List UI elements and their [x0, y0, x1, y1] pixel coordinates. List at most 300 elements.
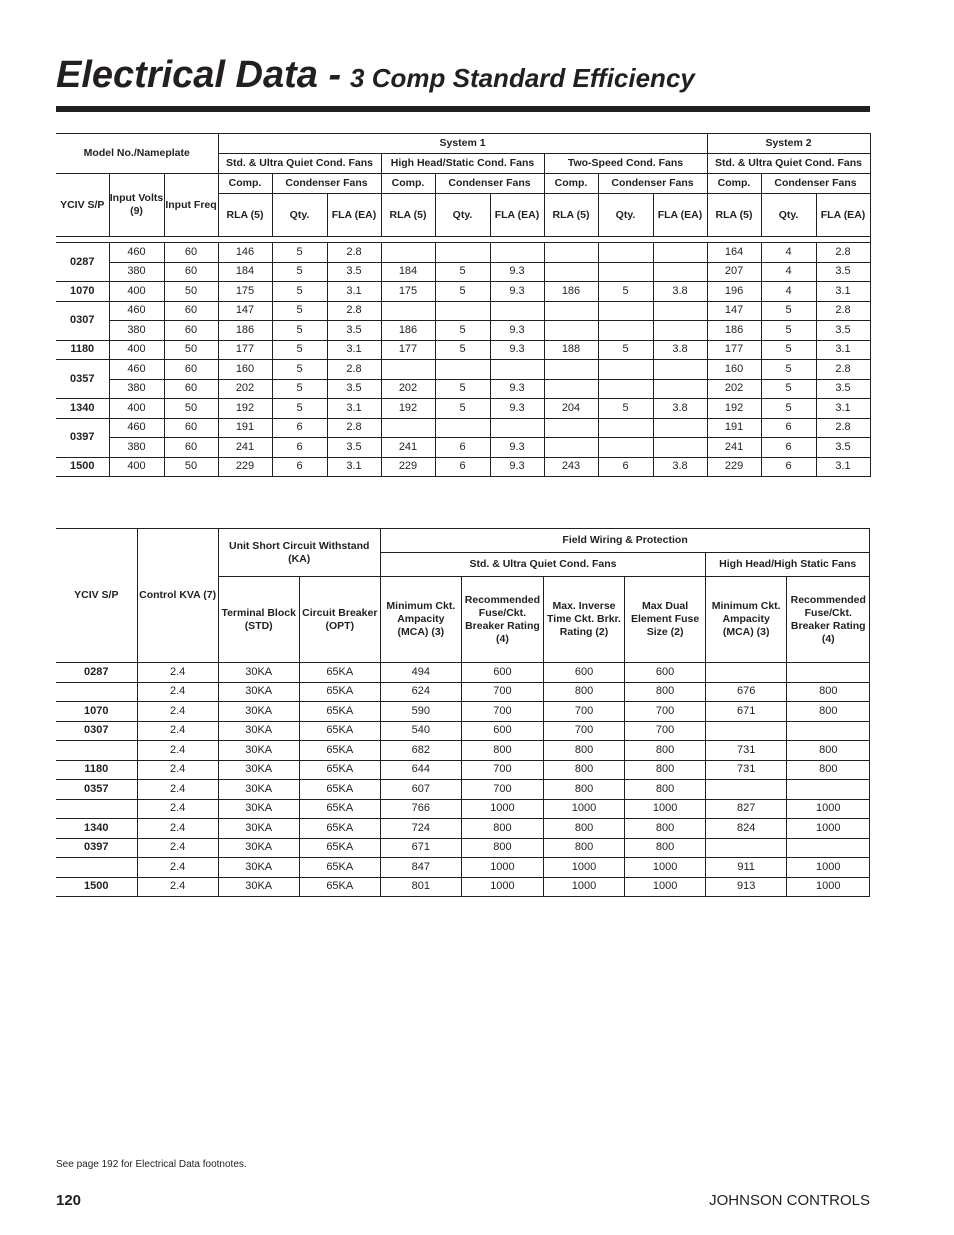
table-cell: 9.3	[490, 399, 544, 419]
header-cond-fans: Condenser Fans	[272, 174, 381, 194]
table-row	[56, 799, 954, 819]
header-rla: RLA (5)	[707, 194, 761, 237]
table-cell	[653, 262, 707, 282]
table-cell: 2.4	[137, 838, 218, 858]
table-cell: 65KA	[299, 663, 380, 683]
table-cell	[706, 721, 787, 741]
table-cell: 3.5	[816, 321, 870, 341]
table-cell: 911	[706, 858, 787, 878]
table-row	[56, 760, 954, 780]
table-cell: 6	[272, 457, 327, 477]
table-cell: 9.3	[490, 282, 544, 302]
page-number: 120	[56, 1192, 82, 1209]
table-cell: 4	[761, 282, 816, 302]
table-cell: 2.8	[327, 243, 381, 263]
title-sub: 3 Comp Standard Efficiency	[350, 63, 695, 93]
table-cell: 700	[461, 682, 543, 702]
table-cell: 2.8	[816, 243, 870, 263]
table-cell	[653, 301, 707, 321]
table-cell: 5	[435, 340, 490, 360]
header-std-ultra: Std. & Ultra Quiet Cond. Fans	[380, 553, 705, 577]
table-cell: 60	[164, 379, 218, 399]
table-cell: 5	[272, 321, 327, 341]
table-cell: 700	[461, 780, 543, 800]
table-cell	[544, 438, 598, 458]
table-cell: 3.1	[327, 399, 381, 419]
table-cell: 3.1	[816, 399, 870, 419]
table-cell	[598, 360, 653, 380]
table-cell: 2.8	[327, 301, 381, 321]
table-cell: 5	[272, 243, 327, 263]
table-cell: 30KA	[218, 858, 299, 878]
header-comp: Comp.	[381, 174, 435, 194]
table-cell: 800	[787, 760, 870, 780]
table-cell: 186	[707, 321, 761, 341]
footnote: See page 192 for Electrical Data footnotes.	[56, 1159, 247, 1170]
header-system1: System 1	[218, 134, 707, 154]
table-cell: 6	[435, 457, 490, 477]
table-cell: 1000	[787, 858, 870, 878]
table-cell: 676	[706, 682, 787, 702]
table-cell: 30KA	[218, 721, 299, 741]
table-cell: 800	[625, 819, 706, 839]
table-cell: 229	[707, 457, 761, 477]
table-row	[56, 780, 954, 800]
table-cell: 5	[272, 340, 327, 360]
table-row	[56, 741, 954, 761]
table-cell: 2.4	[137, 721, 218, 741]
table-cell: 5	[272, 301, 327, 321]
header-rec-fuse-hh: Recommended Fuse/Ckt. Breaker Rating (4)	[787, 577, 870, 663]
table-cell: 3.5	[327, 262, 381, 282]
table-cell	[653, 438, 707, 458]
table-cell	[544, 301, 598, 321]
table-cell: 243	[544, 457, 598, 477]
table-cell: 6	[272, 418, 327, 438]
table-cell: 5	[598, 340, 653, 360]
header-input-freq: Input Freq	[164, 174, 218, 237]
table-cell: 5	[435, 321, 490, 341]
table-cell: 2.8	[327, 360, 381, 380]
model-cell: 0287	[56, 663, 137, 683]
table-row	[56, 399, 954, 419]
table-cell: 9.3	[490, 262, 544, 282]
header-qty: Qty.	[272, 194, 327, 237]
model-cell	[56, 858, 137, 878]
table-cell: 192	[381, 399, 435, 419]
table-cell: 186	[218, 321, 272, 341]
table-cell: 671	[706, 702, 787, 722]
header-high-head: High Head/High Static Fans	[706, 553, 870, 577]
table-cell: 229	[381, 457, 435, 477]
table-cell: 202	[707, 379, 761, 399]
header-fla: FLA (EA)	[816, 194, 870, 237]
table-cell	[787, 663, 870, 683]
table-cell: 2.4	[137, 682, 218, 702]
table-cell: 1000	[543, 799, 624, 819]
table-cell	[490, 418, 544, 438]
model-cell: 1180	[56, 760, 137, 780]
table-cell: 1000	[787, 799, 870, 819]
table-cell: 800	[543, 741, 624, 761]
table-cell: 460	[109, 301, 164, 321]
table-cell: 2.4	[137, 741, 218, 761]
table-cell: 1000	[625, 877, 706, 897]
table-cell: 590	[380, 702, 461, 722]
table-cell: 800	[543, 819, 624, 839]
table-cell: 2.4	[137, 819, 218, 839]
table-cell: 1000	[625, 858, 706, 878]
field-wiring-table	[56, 528, 954, 897]
table-cell: 3.5	[816, 438, 870, 458]
table-cell: 3.1	[816, 282, 870, 302]
table-cell: 60	[164, 438, 218, 458]
table-cell: 30KA	[218, 838, 299, 858]
table-cell: 2.4	[137, 858, 218, 878]
table-cell: 30KA	[218, 819, 299, 839]
table-cell	[544, 262, 598, 282]
table-cell: 3.5	[816, 262, 870, 282]
table-cell: 400	[109, 282, 164, 302]
model-cell	[56, 682, 137, 702]
header-min-ckt-hh: Minimum Ckt. Ampacity (MCA) (3)	[706, 577, 787, 663]
table-cell	[653, 418, 707, 438]
table-cell: 30KA	[218, 877, 299, 897]
table-cell: 5	[272, 262, 327, 282]
table-cell: 30KA	[218, 682, 299, 702]
table-cell: 164	[707, 243, 761, 263]
table-cell: 800	[625, 780, 706, 800]
table-cell: 186	[544, 282, 598, 302]
header-rla: RLA (5)	[218, 194, 272, 237]
table-cell	[544, 321, 598, 341]
table-cell: 50	[164, 340, 218, 360]
table-cell: 460	[109, 243, 164, 263]
table-row	[56, 243, 954, 263]
table-cell: 3.5	[327, 379, 381, 399]
table-cell: 2.8	[327, 418, 381, 438]
table-cell: 30KA	[218, 702, 299, 722]
table-cell: 65KA	[299, 858, 380, 878]
table-cell: 460	[109, 360, 164, 380]
table-cell: 724	[380, 819, 461, 839]
table-cell: 191	[707, 418, 761, 438]
table-cell: 5	[435, 282, 490, 302]
model-cell: 0287	[56, 243, 109, 282]
table-row	[56, 438, 954, 458]
table-cell: 65KA	[299, 702, 380, 722]
table-cell	[435, 418, 490, 438]
table-cell: 65KA	[299, 721, 380, 741]
table-cell: 682	[380, 741, 461, 761]
table-cell: 800	[461, 838, 543, 858]
table-cell: 380	[109, 438, 164, 458]
header-yciv: YCIV S/P	[56, 529, 137, 663]
table-cell: 2.4	[137, 780, 218, 800]
table-cell: 177	[707, 340, 761, 360]
header-input-volts: Input Volts (9)	[109, 174, 164, 237]
table-cell: 207	[707, 262, 761, 282]
table-cell	[706, 838, 787, 858]
header-unit-short-circuit: Unit Short Circuit Withstand (KA)	[218, 529, 380, 577]
table-cell: 5	[272, 282, 327, 302]
table-cell: 824	[706, 819, 787, 839]
table-cell: 800	[625, 741, 706, 761]
table-cell: 60	[164, 262, 218, 282]
table-cell: 6	[761, 438, 816, 458]
table-cell	[706, 780, 787, 800]
table-cell: 65KA	[299, 760, 380, 780]
header-rla: RLA (5)	[381, 194, 435, 237]
electrical-data-table	[56, 133, 954, 477]
table-cell: 700	[461, 760, 543, 780]
table-row	[56, 282, 954, 302]
table-cell: 2.8	[816, 360, 870, 380]
table-row	[56, 379, 954, 399]
table-cell: 1000	[787, 819, 870, 839]
table-row	[56, 301, 954, 321]
table-cell: 30KA	[218, 741, 299, 761]
header-yciv: YCIV S/P	[56, 174, 109, 237]
table-cell	[435, 301, 490, 321]
table-cell: 30KA	[218, 799, 299, 819]
table-cell: 202	[218, 379, 272, 399]
table-cell: 160	[707, 360, 761, 380]
company-name: JOHNSON CONTROLS	[709, 1192, 870, 1209]
model-cell	[56, 799, 137, 819]
table-cell: 50	[164, 282, 218, 302]
table-cell: 700	[543, 702, 624, 722]
table-cell	[381, 418, 435, 438]
table-cell: 4	[761, 243, 816, 263]
table-cell: 2.4	[137, 760, 218, 780]
table-cell: 204	[544, 399, 598, 419]
table-cell: 380	[109, 321, 164, 341]
model-cell: 1340	[56, 399, 109, 419]
table-cell	[544, 243, 598, 263]
model-cell: 1500	[56, 877, 137, 897]
table-cell	[787, 780, 870, 800]
table-cell: 3.8	[653, 457, 707, 477]
table-cell: 2.4	[137, 663, 218, 683]
page-title	[56, 54, 695, 97]
table-cell: 700	[461, 702, 543, 722]
table-row	[56, 262, 954, 282]
table-cell: 3.8	[653, 399, 707, 419]
table-cell: 60	[164, 418, 218, 438]
table-cell: 30KA	[218, 780, 299, 800]
table-cell: 847	[380, 858, 461, 878]
table-cell: 6	[598, 457, 653, 477]
header-high-head: High Head/Static Cond. Fans	[381, 154, 544, 174]
table-cell: 3.1	[816, 457, 870, 477]
table-cell: 913	[706, 877, 787, 897]
table-cell: 800	[787, 741, 870, 761]
table-cell: 731	[706, 741, 787, 761]
table-cell	[598, 262, 653, 282]
model-cell: 1070	[56, 282, 109, 302]
table-row	[56, 682, 954, 702]
header-two-speed: Two-Speed Cond. Fans	[544, 154, 707, 174]
table-cell: 800	[625, 838, 706, 858]
table-cell	[435, 360, 490, 380]
table-cell: 5	[598, 282, 653, 302]
table-cell: 6	[761, 457, 816, 477]
model-cell: 1070	[56, 702, 137, 722]
table-cell: 3.8	[653, 340, 707, 360]
header-qty: Qty.	[761, 194, 816, 237]
header-qty: Qty.	[598, 194, 653, 237]
table-cell: 400	[109, 340, 164, 360]
table-cell	[598, 301, 653, 321]
table-cell: 229	[218, 457, 272, 477]
table-cell: 540	[380, 721, 461, 741]
header-qty: Qty.	[435, 194, 490, 237]
table-cell: 5	[761, 340, 816, 360]
table-cell: 800	[787, 682, 870, 702]
table-cell: 700	[625, 721, 706, 741]
header-terminal-block: Terminal Block (STD)	[218, 577, 299, 663]
table-cell: 196	[707, 282, 761, 302]
header-max-inverse: Max. Inverse Time Ckt. Brkr. Rating (2)	[543, 577, 624, 663]
table-cell: 731	[706, 760, 787, 780]
header-field-wiring: Field Wiring & Protection	[380, 529, 870, 553]
table-cell: 2.4	[137, 702, 218, 722]
table-cell: 800	[461, 741, 543, 761]
table-cell: 600	[543, 663, 624, 683]
table-cell: 827	[706, 799, 787, 819]
table-cell: 60	[164, 243, 218, 263]
table-cell: 624	[380, 682, 461, 702]
table-cell: 2.8	[816, 301, 870, 321]
table-cell	[653, 243, 707, 263]
table-cell: 5	[435, 379, 490, 399]
model-cell: 0357	[56, 780, 137, 800]
header-circuit-breaker: Circuit Breaker (OPT)	[299, 577, 380, 663]
table-cell: 5	[435, 399, 490, 419]
header-cond-fans: Condenser Fans	[761, 174, 870, 194]
table-cell: 177	[381, 340, 435, 360]
table-cell: 3.5	[816, 379, 870, 399]
table-cell: 184	[218, 262, 272, 282]
header-cond-fans: Condenser Fans	[598, 174, 707, 194]
table-cell: 4	[761, 262, 816, 282]
header-control-kva: Control KVA (7)	[137, 529, 218, 663]
table-cell: 5	[272, 379, 327, 399]
table-cell: 700	[625, 702, 706, 722]
table-cell: 65KA	[299, 682, 380, 702]
table-cell: 5	[761, 360, 816, 380]
table-cell: 1000	[461, 877, 543, 897]
table-cell: 800	[625, 682, 706, 702]
table-cell: 9.3	[490, 340, 544, 360]
table-cell: 175	[218, 282, 272, 302]
table-row	[56, 663, 954, 683]
table-row	[56, 838, 954, 858]
table-cell: 9.3	[490, 379, 544, 399]
model-cell: 1180	[56, 340, 109, 360]
table-cell: 188	[544, 340, 598, 360]
table-cell: 3.1	[327, 340, 381, 360]
table-row	[56, 702, 954, 722]
table-cell: 2.8	[816, 418, 870, 438]
table-cell	[490, 243, 544, 263]
table-cell	[598, 243, 653, 263]
table-cell	[381, 301, 435, 321]
table-cell: 60	[164, 321, 218, 341]
table-cell: 241	[707, 438, 761, 458]
table-cell	[381, 243, 435, 263]
title-rule	[56, 106, 870, 112]
table-cell: 175	[381, 282, 435, 302]
table-cell: 6	[435, 438, 490, 458]
header-rla: RLA (5)	[544, 194, 598, 237]
table-cell	[544, 379, 598, 399]
table-cell: 60	[164, 301, 218, 321]
table-cell: 800	[787, 702, 870, 722]
table-cell	[598, 321, 653, 341]
table-cell: 3.8	[653, 282, 707, 302]
table-cell: 494	[380, 663, 461, 683]
header-rec-fuse: Recommended Fuse/Ckt. Breaker Rating (4)	[461, 577, 543, 663]
table-row	[56, 819, 954, 839]
table-cell: 186	[381, 321, 435, 341]
table-row	[56, 721, 954, 741]
table-cell: 607	[380, 780, 461, 800]
header-system2: System 2	[707, 134, 870, 154]
table-cell: 177	[218, 340, 272, 360]
model-cell: 0397	[56, 838, 137, 858]
table-cell	[653, 321, 707, 341]
table-cell	[544, 418, 598, 438]
table-cell: 9.3	[490, 457, 544, 477]
table-cell: 1000	[543, 877, 624, 897]
table-cell: 30KA	[218, 760, 299, 780]
table-cell: 380	[109, 379, 164, 399]
table-row	[56, 877, 954, 897]
table-cell	[598, 438, 653, 458]
model-cell: 0397	[56, 418, 109, 457]
header-fla: FLA (EA)	[327, 194, 381, 237]
table-cell: 1000	[787, 877, 870, 897]
table-cell: 65KA	[299, 877, 380, 897]
table-cell: 50	[164, 457, 218, 477]
table-row	[56, 457, 954, 477]
table-cell	[490, 360, 544, 380]
table-row	[56, 340, 954, 360]
header-std-ultra-2: Std. & Ultra Quiet Cond. Fans	[707, 154, 870, 174]
table-cell	[435, 243, 490, 263]
table-cell: 5	[761, 399, 816, 419]
table-cell: 700	[543, 721, 624, 741]
table-cell: 65KA	[299, 780, 380, 800]
table-cell	[706, 663, 787, 683]
table-cell: 800	[543, 838, 624, 858]
table-row	[56, 418, 954, 438]
table-row	[56, 321, 954, 341]
table-cell: 800	[461, 819, 543, 839]
table-cell: 1000	[625, 799, 706, 819]
table-row	[56, 360, 954, 380]
header-std-ultra-1: Std. & Ultra Quiet Cond. Fans	[218, 154, 381, 174]
table-cell: 2.4	[137, 877, 218, 897]
model-cell: 1340	[56, 819, 137, 839]
table-cell: 5	[761, 379, 816, 399]
table-cell: 9.3	[490, 438, 544, 458]
table-cell: 147	[707, 301, 761, 321]
table-cell	[598, 418, 653, 438]
table-cell: 160	[218, 360, 272, 380]
